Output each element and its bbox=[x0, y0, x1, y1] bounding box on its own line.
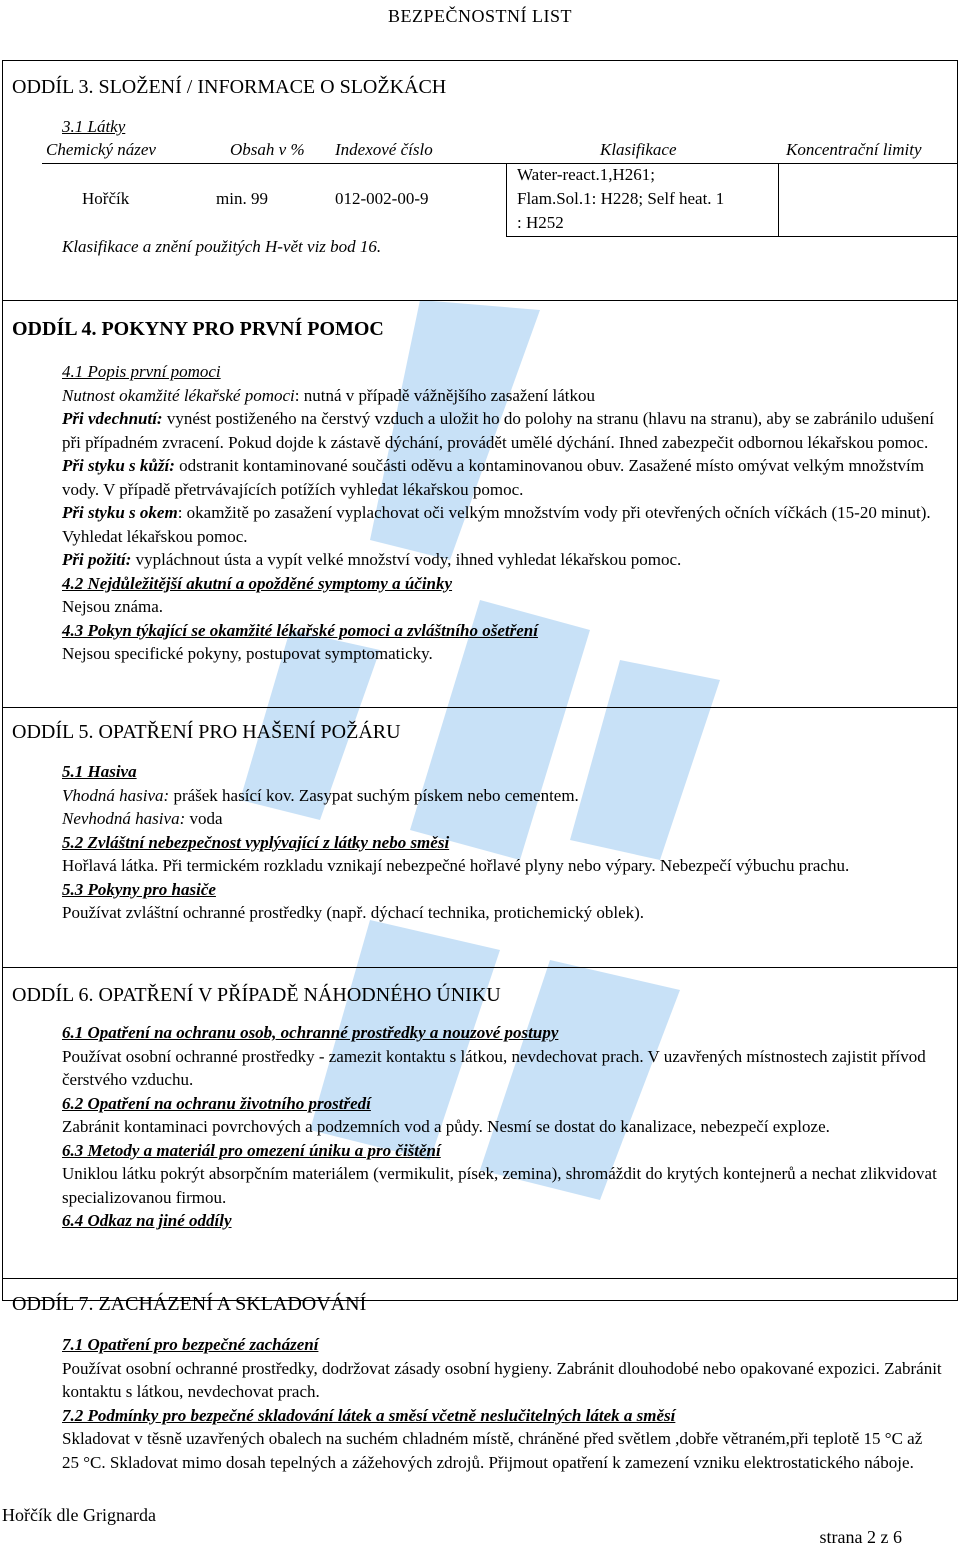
section-6-3-text: Uniklou látku pokrýt absorpčním materiálem (vermikulit, písek, zemina), shromáždit do krytých kontejnerů a nechat zlikvidovat specializovanou firmou. bbox=[62, 1164, 937, 1207]
section-5-2-text: Hořlavá látka. Při termickém rozkladu vznikají nebezpečné hořlavé plyny nebo výpary. Nebezpečí výbuchu prachu. bbox=[62, 856, 850, 875]
section-6-2-text: Zabránit kontaminaci povrchových a podzemních vod a půdy. Nesmí se dostat do kanalizace, nebezpečí exploze. bbox=[62, 1117, 830, 1136]
section-6-title: ODDÍL 6. OPATŘENÍ V PŘÍPADĚ NÁHODNÉHO ÚNIKU bbox=[12, 984, 501, 1006]
divider-rule bbox=[2, 707, 958, 708]
frame-left-rule bbox=[2, 60, 3, 1300]
skin-contact-text: odstranit kontaminované součásti oděvu a kontaminovanou obuv. Zasažené místo omývat velkým množstvím vody. V případě přetrvávajících potížích vyhledat lékařskou pomoc. bbox=[62, 456, 925, 499]
section-6-2-heading: 6.2 Opatření na ochranu životního prostředí bbox=[62, 1093, 371, 1113]
table-header-index: Indexové číslo bbox=[335, 140, 433, 159]
section-7-1-heading: 7.1 Opatření pro bezpečné zacházení bbox=[62, 1335, 319, 1354]
eye-contact-label: Při styku s okem bbox=[62, 503, 178, 522]
substance-classification-line: Flam.Sol.1: H228; Self heat. 1 bbox=[517, 189, 725, 208]
section-3-1-heading: 3.1 Látky bbox=[62, 117, 126, 136]
footer-page-number: strana 2 z 6 bbox=[819, 1527, 902, 1547]
table-rule bbox=[42, 163, 957, 164]
suitable-media-text: prášek hasící kov. Zasypat suchým pískem nebo cementem. bbox=[169, 785, 579, 805]
section-7-2-text: Skladovat v těsně uzavřených obalech na suchém chladném místě, chráněné před světlem ,dobře větraném,při teplotě 15 °C až 25 °C. Skladovat mimo dosah tepelných a zážehových zdrojů. Přijmout opatření k zamezení vzniku elektrostatického náboje. bbox=[62, 1429, 923, 1472]
skin-contact-label: Při styku s kůží: bbox=[62, 456, 175, 475]
section-5-1-heading: 5.1 Hasiva bbox=[62, 762, 137, 781]
substance-classification-line: : H252 bbox=[517, 213, 564, 232]
section-6-3-heading: 6.3 Metody a materiál pro omezení úniku a pro čištění bbox=[62, 1140, 441, 1160]
section-4-2-heading: 4.2 Nejdůležitější akutní a opožděné symptomy a účinky bbox=[62, 573, 453, 593]
table-rule bbox=[778, 163, 779, 236]
inhalation-label: Při vdechnutí: bbox=[62, 409, 163, 428]
section-6-1-heading: 6.1 Opatření na ochranu osob, ochranné prostředky a nouzové postupy bbox=[62, 1023, 559, 1042]
divider-rule bbox=[2, 300, 958, 301]
section-7-body bbox=[62, 1333, 942, 1474]
table-header-content: Obsah v % bbox=[230, 140, 305, 159]
table-rule bbox=[506, 236, 957, 237]
substance-index: 012-002-00-9 bbox=[335, 189, 429, 208]
suitable-media-label: Vhodná hasiva: bbox=[62, 785, 170, 805]
divider-rule bbox=[2, 967, 958, 968]
section-4-title: ODDÍL 4. POKYNY PRO PRVNÍ POMOC bbox=[12, 318, 384, 340]
urgency-label: Nutnost okamžité lékařské pomoci bbox=[62, 385, 295, 405]
urgency-text: : nutná v případě vážnějšího zasažení látkou bbox=[294, 385, 595, 405]
section-6-4-heading: 6.4 Odkaz na jiné oddíly bbox=[62, 1211, 232, 1230]
substance-name: Hořčík bbox=[82, 189, 130, 208]
unsuitable-media-text: voda bbox=[185, 809, 223, 828]
section-4-3-text: Nejsou specifické pokyny, postupovat symptomaticky. bbox=[62, 644, 433, 663]
eye-contact-text: : okamžitě po zasažení vyplachovat oči velkým množstvím vody při otevřených očních víčkách (15-20 minut). Vyhledat lékařskou pomoc. bbox=[62, 503, 931, 546]
inhalation-text: vynést postiženého na čerstvý vzduch a uložit ho do polohy na stranu (hlavu na stranu), aby se zabránilo udušení při případném zvracení. Pokud dojde k zástavě dýchání, provádět umělé dýchání. Ihned zabezpečit odbornou lékařskou pomoc. bbox=[62, 409, 934, 452]
section-5-2-heading: 5.2 Zvláštní nebezpečnost vyplývající z látky nebo směsi bbox=[62, 832, 450, 852]
section-5-title: ODDÍL 5. OPATŘENÍ PRO HAŠENÍ POŽÁRU bbox=[12, 721, 401, 743]
section-6-1-text: Používat osobní ochranné prostředky - zamezit kontaktu s látkou, nevdechovat prach. V uzavřených místnostech zajistit přívod čerstvého vzduchu. bbox=[62, 1046, 926, 1089]
substance-content: min. 99 bbox=[216, 189, 268, 208]
frame-right-rule bbox=[957, 60, 958, 1300]
table-header-classification: Klasifikace bbox=[600, 140, 677, 159]
section-5-body bbox=[62, 760, 942, 925]
section-4-1-heading: 4.1 Popis první pomoci bbox=[62, 362, 221, 381]
footer-product-name: Hořčík dle Grignarda bbox=[2, 1505, 156, 1525]
section-7-1-text: Používat osobní ochranné prostředky, dodržovat zásady osobní hygieny. Zabránit dlouhodobé nebo opakované expozici. Zabránit kontaktu s látkou, nevdechovat prach. bbox=[62, 1358, 942, 1401]
section-7-title: ODDÍL 7. ZACHÁZENÍ A SKLADOVÁNÍ bbox=[12, 1293, 367, 1315]
section-7-2-heading: 7.2 Podmínky pro bezpečné skladování látek a směsí včetně neslučitelných látek a směsí bbox=[62, 1405, 676, 1425]
table-header-limits: Koncentrační limity bbox=[786, 140, 922, 159]
unsuitable-media-label: Nevhodná hasiva: bbox=[62, 809, 186, 828]
classification-note: Klasifikace a znění použitých H-vět viz bod 16. bbox=[62, 237, 382, 256]
section-5-3-text: Používat zvláštní ochranné prostředky (např. dýchací technika, protichemický oblek). bbox=[62, 903, 645, 922]
frame-top-rule bbox=[2, 60, 958, 61]
ingestion-text: vypláchnout ústa a vypít velké množství vody, ihned vyhledat lékařskou pomoc. bbox=[131, 550, 682, 569]
ingestion-label: Při požití: bbox=[62, 550, 132, 569]
substance-classification-line: Water-react.1,H261; bbox=[517, 165, 656, 184]
section-6-body bbox=[62, 1021, 942, 1233]
section-4-body bbox=[62, 360, 942, 666]
divider-rule bbox=[2, 1278, 958, 1279]
section-4-2-text: Nejsou známa. bbox=[62, 597, 164, 616]
section-4-3-heading: 4.3 Pokyn týkající se okamžité lékařské pomoci a zvláštního ošetření bbox=[62, 620, 538, 640]
section-5-3-heading: 5.3 Pokyny pro hasiče bbox=[62, 879, 216, 899]
document-header-title: BEZPEČNOSTNÍ LIST bbox=[388, 6, 572, 26]
section-3-title: ODDÍL 3. SLOŽENÍ / INFORMACE O SLOŽKÁCH bbox=[12, 76, 447, 98]
table-header-chemical-name: Chemický název bbox=[46, 140, 156, 159]
table-rule bbox=[506, 163, 507, 236]
